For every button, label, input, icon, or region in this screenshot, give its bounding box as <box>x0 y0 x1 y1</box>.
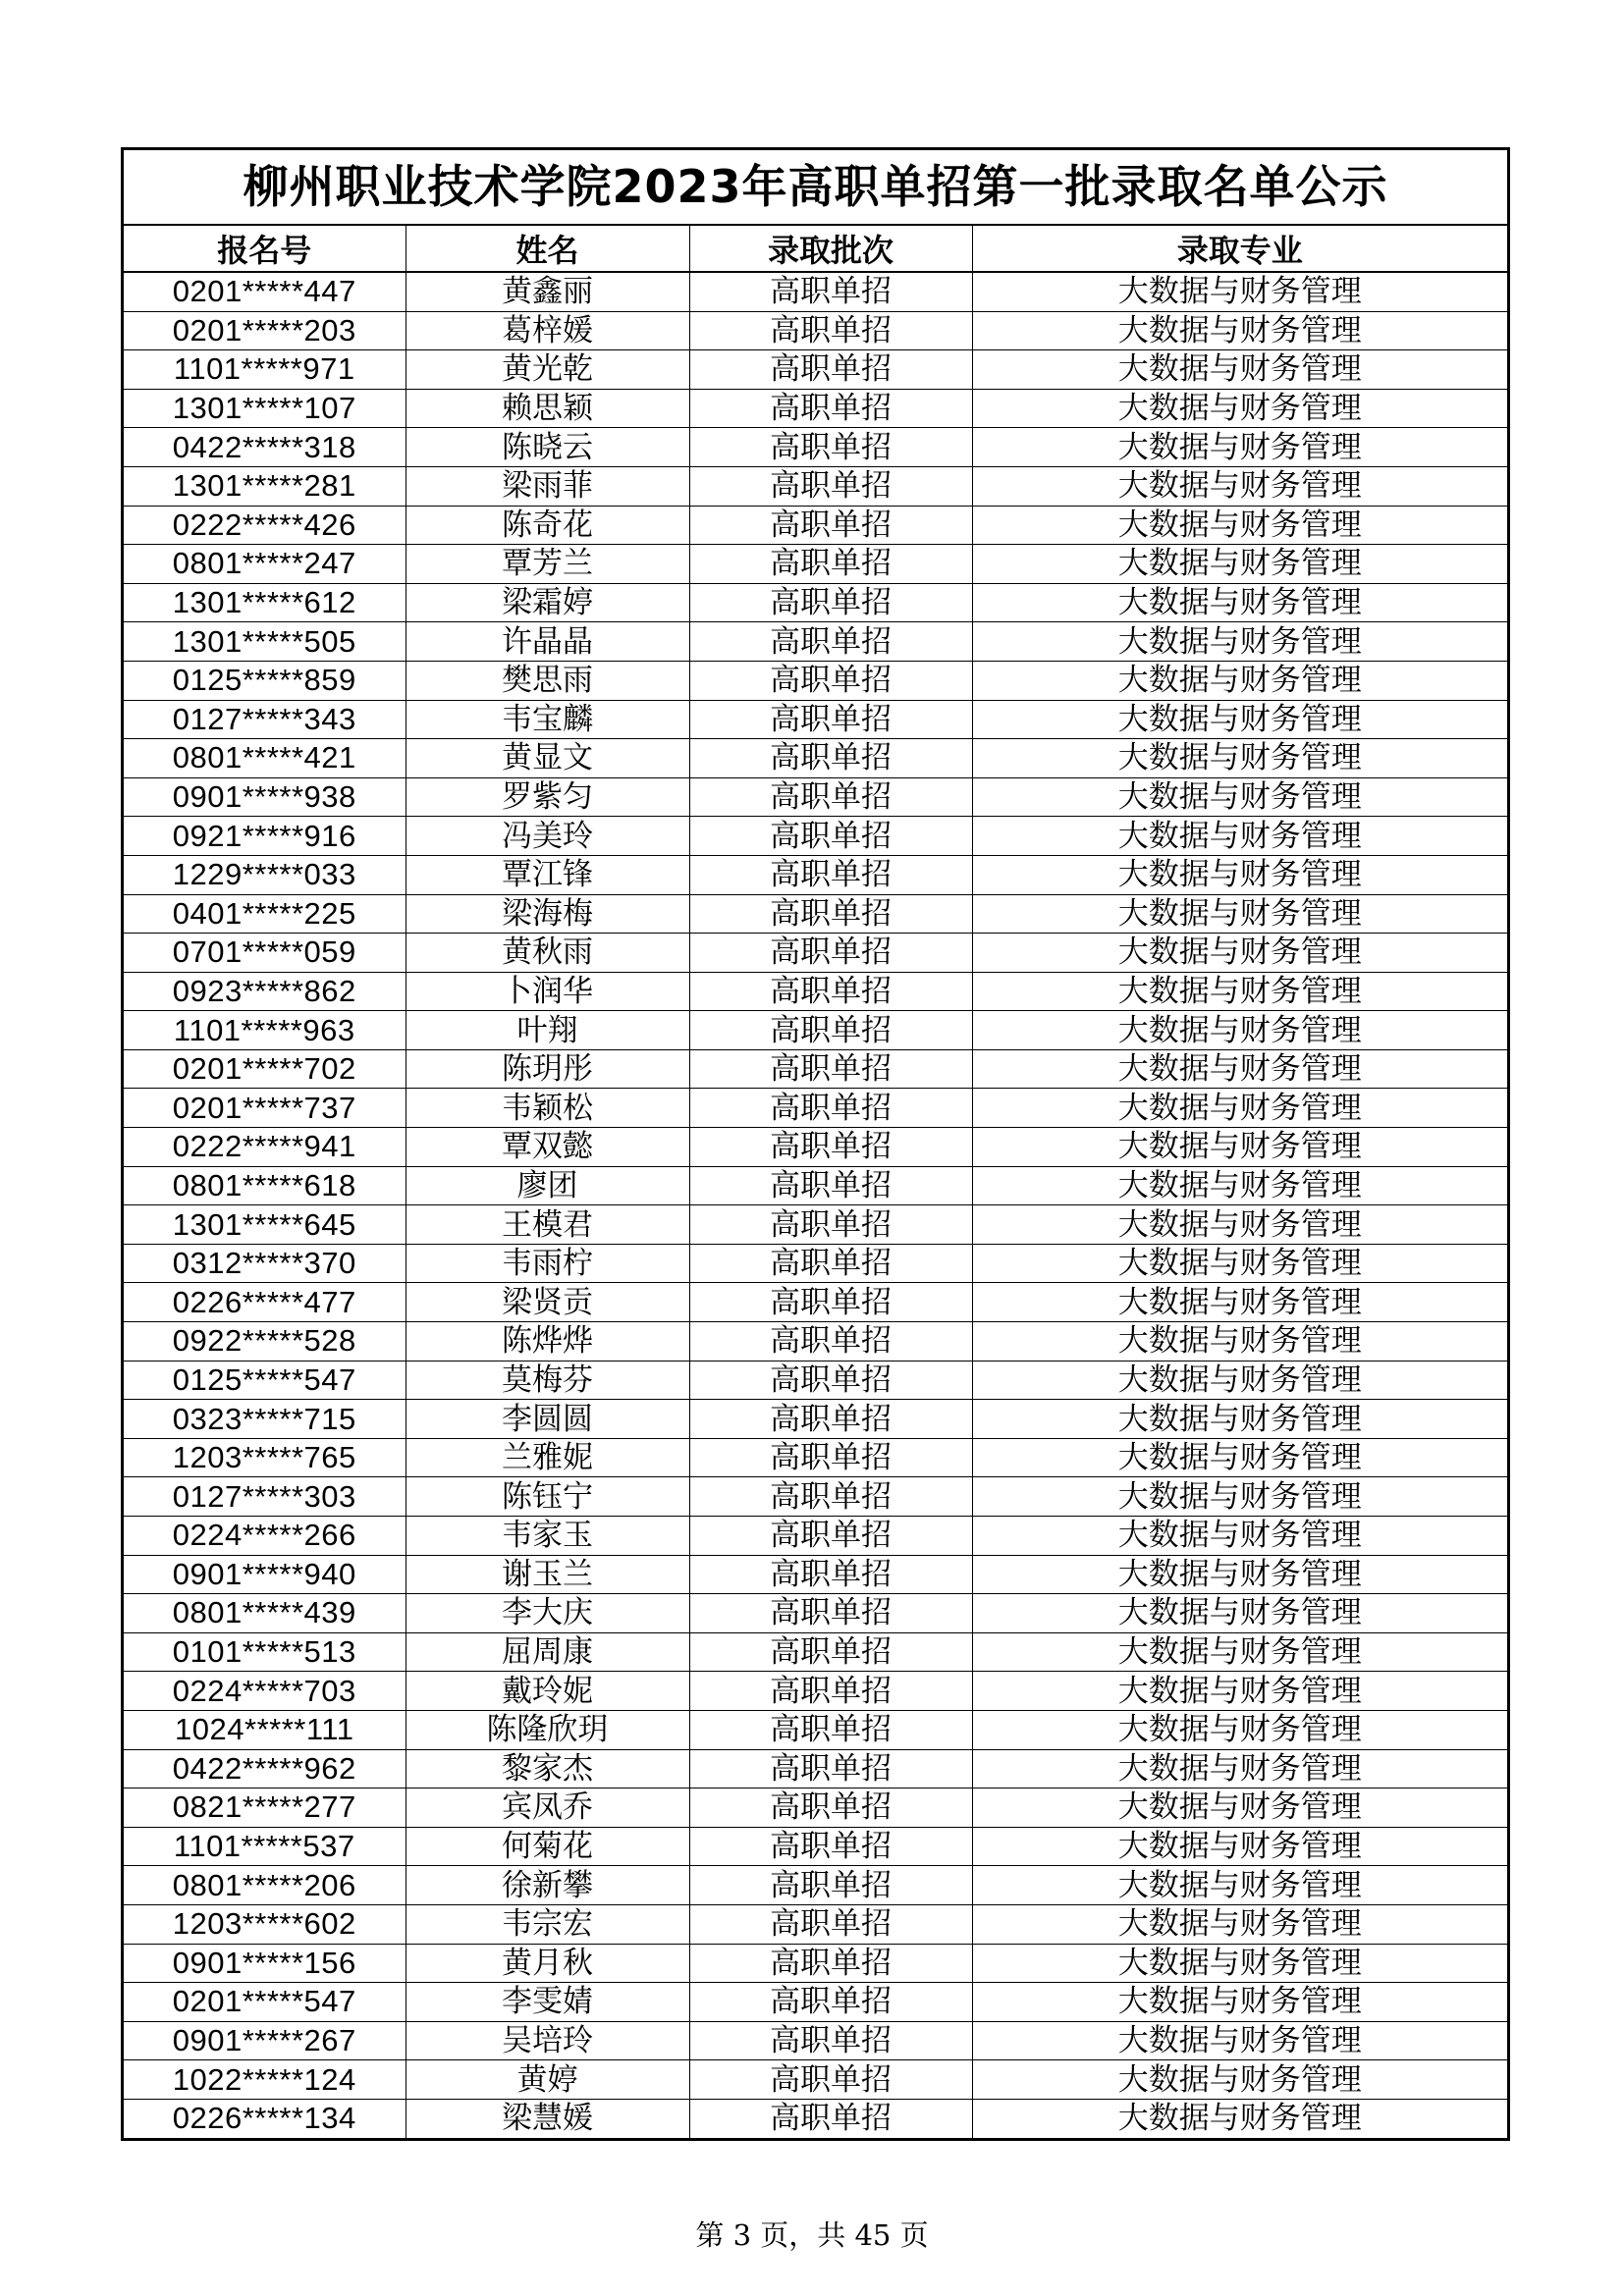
admission-major-cell: 大数据与财务管理 <box>972 1904 1507 1944</box>
admission-major-cell: 大数据与财务管理 <box>972 1322 1507 1362</box>
registration-number-cell: 0901*****940 <box>124 1555 406 1594</box>
table-row <box>124 1983 1507 2022</box>
admission-batch-cell: 高职单招 <box>689 1827 972 1866</box>
student-name-cell: 黄月秋 <box>406 1944 689 1983</box>
admission-major-cell: 大数据与财务管理 <box>972 1983 1507 2022</box>
table-row <box>124 1789 1507 1828</box>
registration-number-cell: 0922*****528 <box>124 1322 406 1362</box>
table-row <box>124 1866 1507 1905</box>
registration-number-cell: 0222*****426 <box>124 506 406 545</box>
student-name-cell: 许晶晶 <box>406 622 689 662</box>
student-name-cell: 覃芳兰 <box>406 545 689 584</box>
registration-number-cell: 1301*****281 <box>124 466 406 506</box>
registration-number-cell: 0923*****862 <box>124 972 406 1011</box>
table-row <box>124 1710 1507 1749</box>
student-name-cell: 罗紫匀 <box>406 777 689 817</box>
table-row <box>124 2021 1507 2060</box>
student-name-cell: 王模君 <box>406 1205 689 1245</box>
registration-number-cell: 0201*****702 <box>124 1049 406 1089</box>
student-name-cell: 陈晓云 <box>406 428 689 467</box>
registration-number-cell: 0127*****303 <box>124 1477 406 1517</box>
student-name-cell: 黄婷 <box>406 2060 689 2100</box>
table-row <box>124 466 1507 506</box>
admission-major-cell: 大数据与财务管理 <box>972 1089 1507 1128</box>
admission-batch-cell: 高职单招 <box>689 1904 972 1944</box>
admission-major-cell: 大数据与财务管理 <box>972 583 1507 622</box>
table-row <box>124 894 1507 934</box>
registration-number-cell: 0201*****547 <box>124 1983 406 2022</box>
student-name-cell: 赖思颖 <box>406 389 689 428</box>
registration-number-cell: 0323*****715 <box>124 1400 406 1439</box>
registration-number-cell: 1024*****111 <box>124 1710 406 1749</box>
column-header-admission-major: 录取专业 <box>972 226 1507 272</box>
registration-number-cell: 0821*****277 <box>124 1789 406 1828</box>
student-name-cell: 韦雨柠 <box>406 1244 689 1283</box>
admission-batch-cell: 高职单招 <box>689 1672 972 1711</box>
table-row <box>124 1749 1507 1789</box>
admission-batch-cell: 高职单招 <box>689 583 972 622</box>
registration-number-cell: 1301*****505 <box>124 622 406 662</box>
table-row <box>124 1128 1507 1167</box>
student-name-cell: 莫梅芬 <box>406 1361 689 1400</box>
registration-number-cell: 0101*****513 <box>124 1632 406 1672</box>
admission-major-cell: 大数据与财务管理 <box>972 1749 1507 1789</box>
admission-major-cell: 大数据与财务管理 <box>972 1128 1507 1167</box>
admission-major-cell: 大数据与财务管理 <box>972 1827 1507 1866</box>
admission-major-cell: 大数据与财务管理 <box>972 545 1507 584</box>
student-name-cell: 黄显文 <box>406 739 689 778</box>
student-name-cell: 陈玥彤 <box>406 1049 689 1089</box>
table-body <box>124 272 1507 2138</box>
admission-batch-cell: 高职单招 <box>689 1789 972 1828</box>
table-row <box>124 700 1507 739</box>
admission-table <box>124 226 1507 2138</box>
admission-batch-cell: 高职单招 <box>689 2021 972 2060</box>
admission-major-cell: 大数据与财务管理 <box>972 311 1507 350</box>
admission-major-cell: 大数据与财务管理 <box>972 1400 1507 1439</box>
student-name-cell: 陈钰宁 <box>406 1477 689 1517</box>
registration-number-cell: 0422*****318 <box>124 428 406 467</box>
table-row <box>124 1089 1507 1128</box>
registration-number-cell: 0226*****134 <box>124 2099 406 2137</box>
table-row <box>124 1632 1507 1672</box>
table-row <box>124 428 1507 467</box>
admission-batch-cell: 高职单招 <box>689 272 972 311</box>
registration-number-cell: 0801*****206 <box>124 1866 406 1905</box>
table-row <box>124 1205 1507 1245</box>
column-header-admission-batch: 录取批次 <box>689 226 972 272</box>
page-title: 柳州职业技术学院2023年高职单招第一批录取名单公示 <box>124 150 1507 226</box>
admission-batch-cell: 高职单招 <box>689 700 972 739</box>
table-row <box>124 583 1507 622</box>
admission-major-cell: 大数据与财务管理 <box>972 2021 1507 2060</box>
admission-major-cell: 大数据与财务管理 <box>972 661 1507 700</box>
admission-major-cell: 大数据与财务管理 <box>972 506 1507 545</box>
table-row <box>124 1361 1507 1400</box>
table-row <box>124 1011 1507 1050</box>
admission-batch-cell: 高职单招 <box>689 972 972 1011</box>
admission-major-cell: 大数据与财务管理 <box>972 1789 1507 1828</box>
admission-batch-cell: 高职单招 <box>689 1438 972 1477</box>
table-row <box>124 1827 1507 1866</box>
admission-major-cell: 大数据与财务管理 <box>972 2060 1507 2100</box>
admission-batch-cell: 高职单招 <box>689 1555 972 1594</box>
student-name-cell: 韦宗宏 <box>406 1904 689 1944</box>
admission-major-cell: 大数据与财务管理 <box>972 272 1507 311</box>
registration-number-cell: 0901*****267 <box>124 2021 406 2060</box>
table-row <box>124 622 1507 662</box>
registration-number-cell: 0125*****547 <box>124 1361 406 1400</box>
admission-major-cell: 大数据与财务管理 <box>972 428 1507 467</box>
admission-batch-cell: 高职单招 <box>689 1244 972 1283</box>
admission-batch-cell: 高职单招 <box>689 1166 972 1205</box>
table-row <box>124 1672 1507 1711</box>
student-name-cell: 陈隆欣玥 <box>406 1710 689 1749</box>
admission-major-cell: 大数据与财务管理 <box>972 1361 1507 1400</box>
table-row <box>124 1555 1507 1594</box>
registration-number-cell: 0312*****370 <box>124 1244 406 1283</box>
registration-number-cell: 0901*****156 <box>124 1944 406 1983</box>
student-name-cell: 梁霜婷 <box>406 583 689 622</box>
admission-major-cell: 大数据与财务管理 <box>972 1944 1507 1983</box>
registration-number-cell: 0801*****618 <box>124 1166 406 1205</box>
registration-number-cell: 0125*****859 <box>124 661 406 700</box>
admission-batch-cell: 高职单招 <box>689 428 972 467</box>
admission-major-cell: 大数据与财务管理 <box>972 389 1507 428</box>
admission-major-cell: 大数据与财务管理 <box>972 1011 1507 1050</box>
table-row <box>124 545 1507 584</box>
admission-major-cell: 大数据与财务管理 <box>972 700 1507 739</box>
table-row <box>124 1166 1507 1205</box>
registration-number-cell: 1301*****107 <box>124 389 406 428</box>
table-row <box>124 855 1507 894</box>
registration-number-cell: 0801*****247 <box>124 545 406 584</box>
admission-major-cell: 大数据与财务管理 <box>972 1517 1507 1556</box>
registration-number-cell: 1203*****765 <box>124 1438 406 1477</box>
admission-batch-cell: 高职单招 <box>689 1983 972 2022</box>
admission-batch-cell: 高职单招 <box>689 1128 972 1167</box>
admission-major-cell: 大数据与财务管理 <box>972 934 1507 973</box>
admission-batch-cell: 高职单招 <box>689 622 972 662</box>
table-row <box>124 1322 1507 1362</box>
admission-major-cell: 大数据与财务管理 <box>972 1166 1507 1205</box>
student-name-cell: 黎家杰 <box>406 1749 689 1789</box>
student-name-cell: 韦宝麟 <box>406 700 689 739</box>
student-name-cell: 韦颖松 <box>406 1089 689 1128</box>
admission-batch-cell: 高职单招 <box>689 817 972 856</box>
student-name-cell: 李圆圆 <box>406 1400 689 1439</box>
table-row <box>124 311 1507 350</box>
student-name-cell: 叶翔 <box>406 1011 689 1050</box>
admission-major-cell: 大数据与财务管理 <box>972 1477 1507 1517</box>
registration-number-cell: 0901*****938 <box>124 777 406 817</box>
registration-number-cell: 1229*****033 <box>124 855 406 894</box>
admission-major-cell: 大数据与财务管理 <box>1117 2101 1362 2137</box>
admission-batch-cell: 高职单招 <box>689 894 972 934</box>
student-name-cell: 卜润华 <box>406 972 689 1011</box>
admission-major-cell: 大数据与财务管理 <box>972 739 1507 778</box>
registration-number-cell: 0224*****266 <box>124 1517 406 1556</box>
admission-batch-cell: 高职单招 <box>689 1283 972 1322</box>
table-header-row <box>124 226 1507 272</box>
admission-major-cell: 大数据与财务管理 <box>972 1283 1507 1322</box>
admission-batch-cell: 高职单招 <box>689 1361 972 1400</box>
admission-major-cell: 大数据与财务管理 <box>972 1632 1507 1672</box>
table-row <box>124 777 1507 817</box>
registration-number-cell: 0801*****421 <box>124 739 406 778</box>
admission-major-cell: 大数据与财务管理 <box>972 972 1507 1011</box>
admission-major-cell: 大数据与财务管理 <box>972 817 1507 856</box>
student-name-cell: 兰雅妮 <box>406 1438 689 1477</box>
admission-batch-cell: 高职单招 <box>689 1477 972 1517</box>
admission-batch-cell: 高职单招 <box>689 1594 972 1633</box>
table-row <box>124 934 1507 973</box>
student-name-cell: 李雯婧 <box>406 1983 689 2022</box>
table-row <box>124 1438 1507 1477</box>
student-name-cell: 陈烨烨 <box>406 1322 689 1362</box>
student-name-cell: 谢玉兰 <box>406 1555 689 1594</box>
student-name-cell: 韦家玉 <box>406 1517 689 1556</box>
registration-number-cell: 1203*****602 <box>124 1904 406 1944</box>
table-row <box>124 1400 1507 1439</box>
student-name-cell: 覃江锋 <box>406 855 689 894</box>
admission-major-cell: 大数据与财务管理 <box>972 466 1507 506</box>
table-row <box>124 661 1507 700</box>
registration-number-cell: 1301*****645 <box>124 1205 406 1245</box>
admission-batch-cell: 高职单招 <box>689 1710 972 1749</box>
registration-number-cell: 0701*****059 <box>124 934 406 973</box>
student-name-cell: 黄秋雨 <box>406 934 689 973</box>
table-row <box>124 1594 1507 1633</box>
admission-major-cell: 大数据与财务管理 <box>972 1244 1507 1283</box>
admission-batch-cell: 高职单招 <box>689 1322 972 1362</box>
table-row <box>124 2060 1507 2100</box>
admission-list-sheet <box>121 147 1510 2141</box>
page-footer: 第 3 页，共 45 页 <box>695 2218 929 2252</box>
admission-batch-cell: 高职单招 <box>689 506 972 545</box>
table-row <box>124 1904 1507 1944</box>
table-row <box>124 1244 1507 1283</box>
table-row <box>124 2099 1507 2137</box>
registration-number-cell: 0201*****447 <box>124 272 406 311</box>
admission-major-cell: 大数据与财务管理 <box>972 1555 1507 1594</box>
table-row <box>124 506 1507 545</box>
student-name-cell: 梁雨菲 <box>406 466 689 506</box>
registration-number-cell: 0801*****439 <box>124 1594 406 1633</box>
admission-batch-cell: 高职单招 <box>689 739 972 778</box>
admission-major-cell: 大数据与财务管理 <box>972 1438 1507 1477</box>
admission-major-cell: 大数据与财务管理 <box>972 855 1507 894</box>
admission-batch-cell: 高职单招 <box>689 1866 972 1905</box>
table-row <box>124 1283 1507 1322</box>
admission-major-cell: 大数据与财务管理 <box>972 350 1507 390</box>
student-name-cell: 廖团 <box>406 1166 689 1205</box>
table-row <box>124 817 1507 856</box>
admission-batch-cell: 高职单招 <box>689 1205 972 1245</box>
table-row <box>124 1477 1507 1517</box>
admission-batch-cell: 高职单招 <box>689 1400 972 1439</box>
admission-batch-cell: 高职单招 <box>689 350 972 390</box>
registration-number-cell: 0226*****477 <box>124 1283 406 1322</box>
student-name-cell: 宾凤乔 <box>406 1789 689 1828</box>
registration-number-cell: 0224*****703 <box>124 1672 406 1711</box>
admission-major-cell: 大数据与财务管理 <box>972 1866 1507 1905</box>
registration-number-cell: 1101*****963 <box>124 1011 406 1050</box>
registration-number-cell: 0201*****203 <box>124 311 406 350</box>
admission-major-cell: 大数据与财务管理 <box>972 1594 1507 1633</box>
student-name-cell: 何菊花 <box>406 1827 689 1866</box>
admission-batch-cell: 高职单招 <box>689 1011 972 1050</box>
registration-number-cell: 0401*****225 <box>124 894 406 934</box>
student-name-cell: 樊思雨 <box>406 661 689 700</box>
registration-number-cell: 1022*****124 <box>124 2060 406 2100</box>
student-name-cell: 陈奇花 <box>406 506 689 545</box>
registration-number-cell: 0127*****343 <box>124 700 406 739</box>
admission-major-cell: 大数据与财务管理 <box>972 777 1507 817</box>
admission-batch-cell: 高职单招 <box>689 545 972 584</box>
admission-major-cell: 大数据与财务管理 <box>972 1672 1507 1711</box>
admission-major-cell: 大数据与财务管理 <box>972 1049 1507 1089</box>
student-name-cell: 徐新攀 <box>406 1866 689 1905</box>
table-row <box>124 1517 1507 1556</box>
admission-batch-cell: 高职单招 <box>689 855 972 894</box>
registration-number-cell: 0201*****737 <box>124 1089 406 1128</box>
admission-batch-cell: 高职单招 <box>689 311 972 350</box>
student-name-cell: 葛梓媛 <box>406 311 689 350</box>
student-name-cell: 戴玲妮 <box>406 1672 689 1711</box>
admission-batch-cell: 高职单招 <box>689 1517 972 1556</box>
table-row <box>124 350 1507 390</box>
student-name-cell: 黄光乾 <box>406 350 689 390</box>
admission-major-cell: 大数据与财务管理 <box>972 622 1507 662</box>
student-name-cell: 梁慧媛 <box>406 2099 689 2137</box>
admission-batch-cell: 高职单招 <box>689 934 972 973</box>
table-row <box>124 972 1507 1011</box>
admission-batch-cell: 高职单招 <box>689 1944 972 1983</box>
admission-batch-cell: 高职单招 <box>689 1049 972 1089</box>
table-row <box>124 739 1507 778</box>
column-header-name: 姓名 <box>406 226 689 272</box>
student-name-cell: 梁海梅 <box>406 894 689 934</box>
admission-batch-cell: 高职单招 <box>689 1089 972 1128</box>
table-row <box>124 1944 1507 1983</box>
admission-batch-cell: 高职单招 <box>689 661 972 700</box>
admission-batch-cell: 高职单招 <box>689 777 972 817</box>
admission-batch-cell: 高职单招 <box>689 1749 972 1789</box>
student-name-cell: 黄鑫丽 <box>406 272 689 311</box>
table-row <box>124 389 1507 428</box>
student-name-cell: 屈周康 <box>406 1632 689 1672</box>
admission-batch-cell: 高职单招 <box>689 389 972 428</box>
student-name-cell: 梁贤贡 <box>406 1283 689 1322</box>
registration-number-cell: 1101*****971 <box>124 350 406 390</box>
admission-batch-cell: 高职单招 <box>689 2099 972 2137</box>
student-name-cell: 覃双懿 <box>406 1128 689 1167</box>
student-name-cell: 李大庆 <box>406 1594 689 1633</box>
registration-number-cell: 0422*****962 <box>124 1749 406 1789</box>
student-name-cell: 冯美玲 <box>406 817 689 856</box>
registration-number-cell: 0222*****941 <box>124 1128 406 1167</box>
registration-number-cell: 0921*****916 <box>124 817 406 856</box>
student-name-cell: 吴培玲 <box>406 2021 689 2060</box>
table-row <box>124 1049 1507 1089</box>
admission-major-cell: 大数据与财务管理 <box>972 1710 1507 1749</box>
admission-batch-cell: 高职单招 <box>689 1632 972 1672</box>
registration-number-cell: 1301*****612 <box>124 583 406 622</box>
admission-major-cell: 大数据与财务管理 <box>972 1205 1507 1245</box>
table-row <box>124 272 1507 311</box>
admission-batch-cell: 高职单招 <box>689 466 972 506</box>
column-header-registration-number: 报名号 <box>124 226 406 272</box>
admission-major-cell: 大数据与财务管理 <box>972 894 1507 934</box>
admission-batch-cell: 高职单招 <box>689 2060 972 2100</box>
registration-number-cell: 1101*****537 <box>124 1827 406 1866</box>
